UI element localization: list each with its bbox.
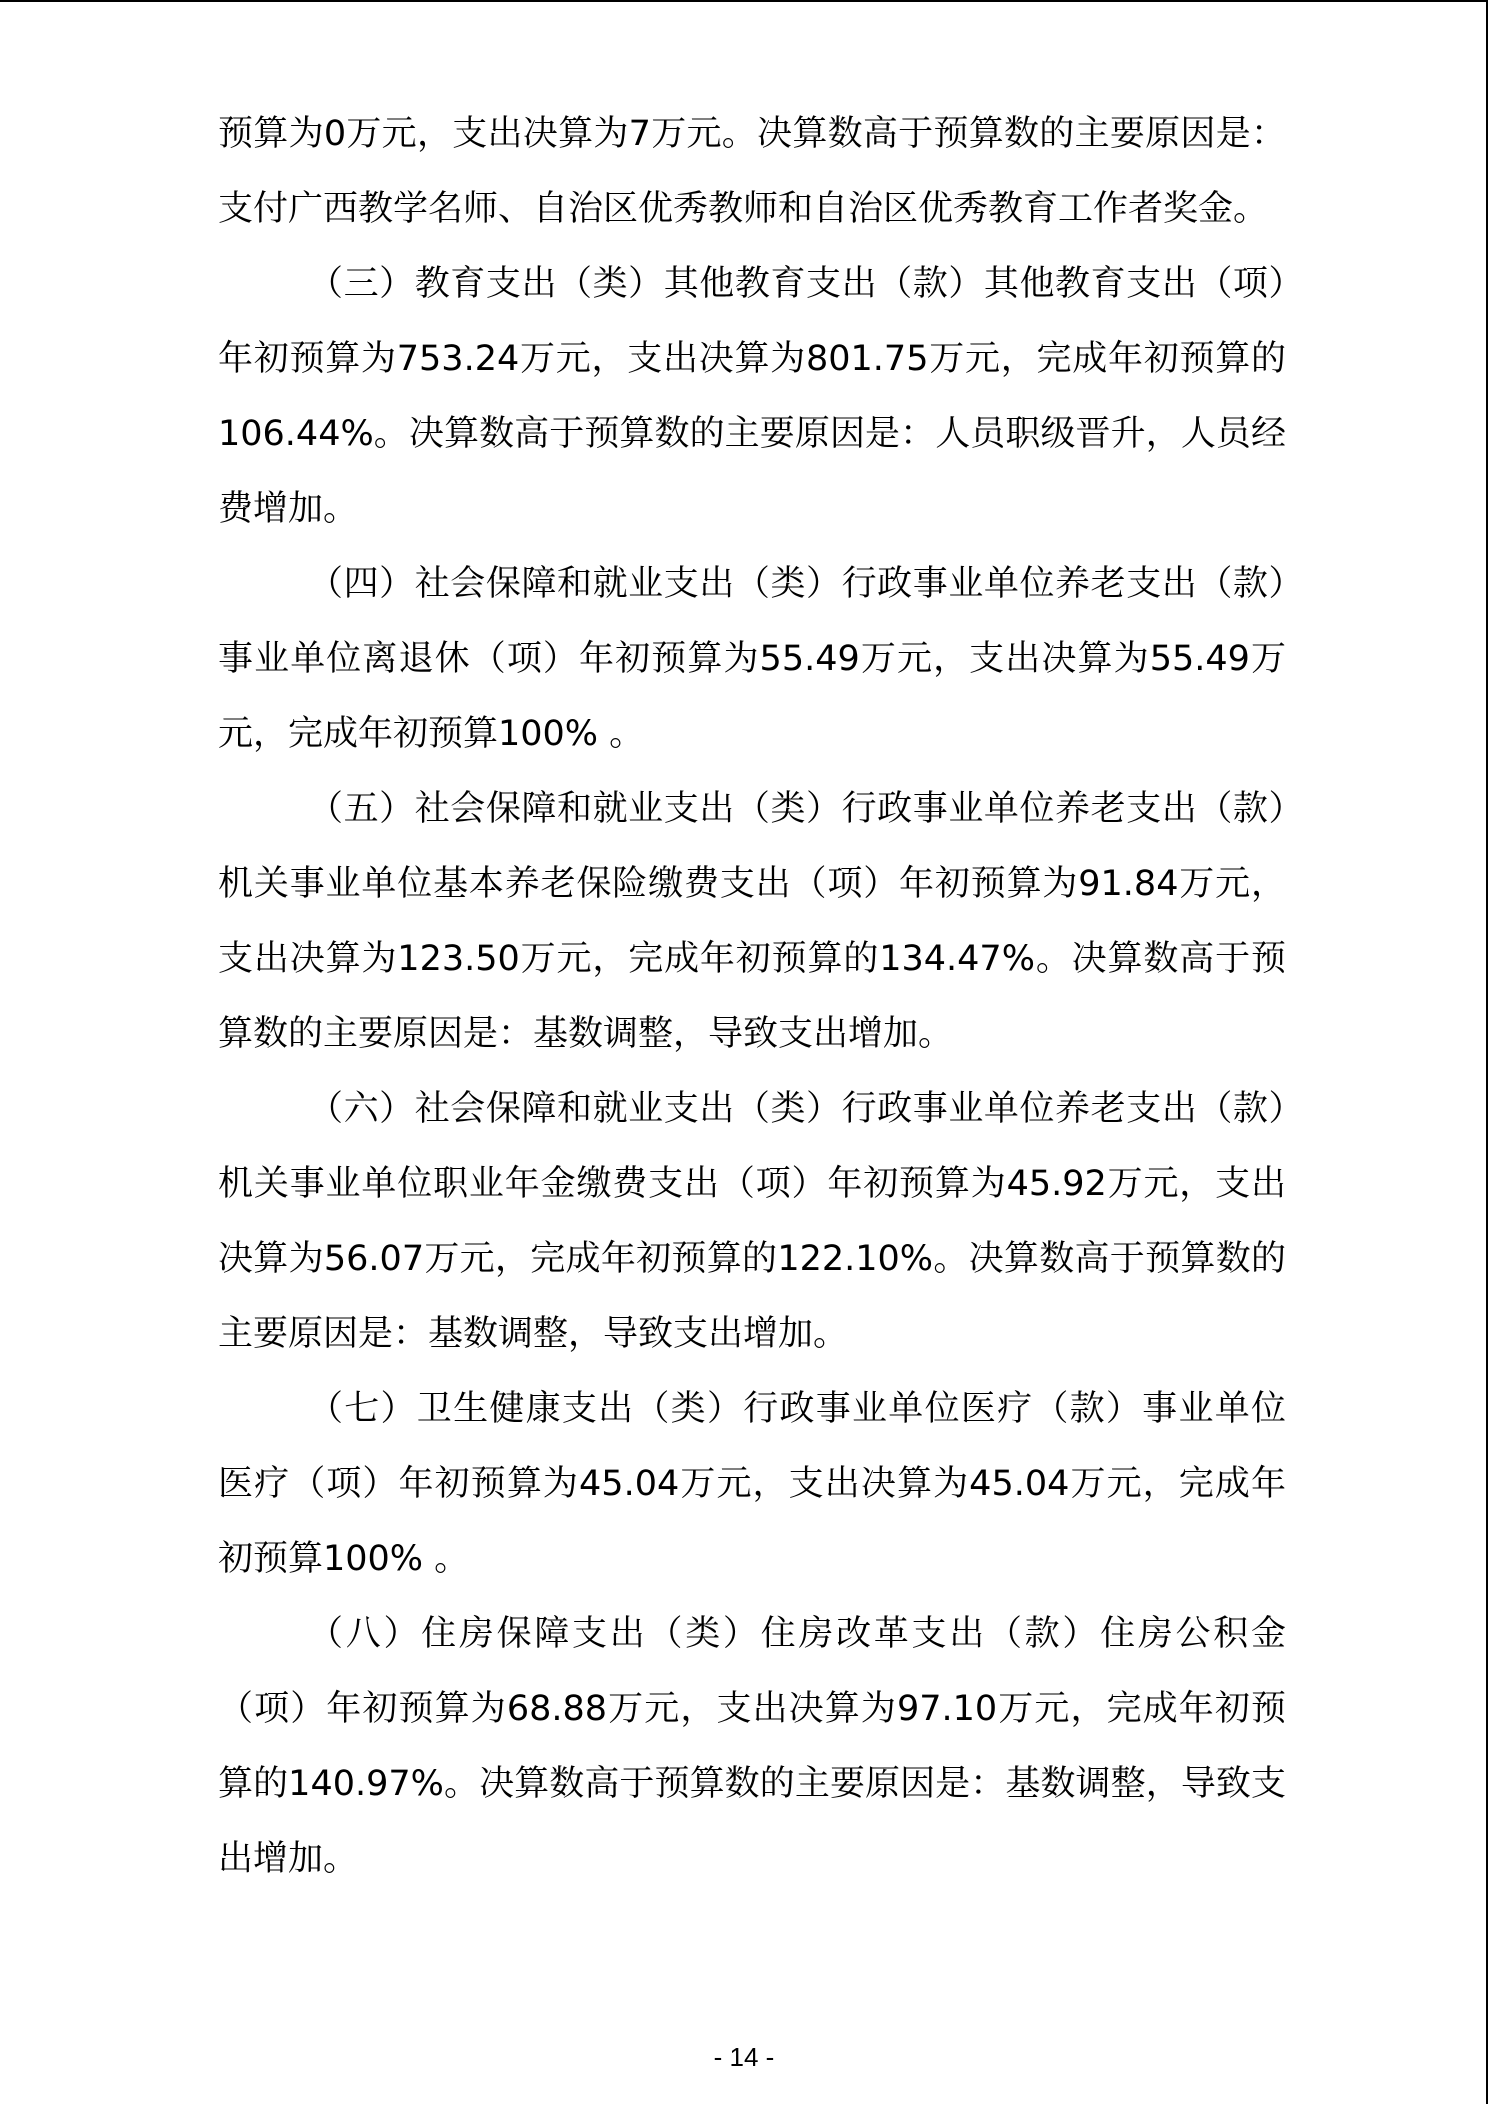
paragraph-continuation: 预算为0万元，支出决算为7万元。决算数高于预算数的主要原因是：支付广西教学名师、自治区优秀教师和自治区优秀教育工作者奖金。 [218,114,1286,229]
paragraph-section-8: （八）住房保障支出（类）住房改革支出（款）住房公积金（项）年初预算为68.88万元，支出决算为97.10万元，完成年初预算的140.97%。决算数高于预算数的主要原因是：基数调整，导致支出增加。 [218,1614,1286,1879]
paragraph-section-6: （六）社会保障和就业支出（类）行政事业单位养老支出（款）机关事业单位职业年金缴费支出（项）年初预算为45.92万元，支出决算为56.07万元，完成年初预算的122.10%。决算数高于预算数的主要原因是：基数调整，导致支出增加。 [218,1089,1286,1354]
paragraph-section-5: （五）社会保障和就业支出（类）行政事业单位养老支出（款）机关事业单位基本养老保险缴费支出（项）年初预算为91.84万元，支出决算为123.50万元，完成年初预算的134.47%。决算数高于预算数的主要原因是：基数调整，导致支出增加。 [218,789,1286,1054]
document-body [218,97,1286,1897]
paragraph-section-4: （四）社会保障和就业支出（类）行政事业单位养老支出（款）事业单位离退休（项）年初预算为55.49万元，支出决算为55.49万元，完成年初预算100% 。 [218,564,1286,754]
paragraph-section-3: （三）教育支出（类）其他教育支出（款）其他教育支出（项）年初预算为753.24万元，支出决算为801.75万元，完成年初预算的106.44%。决算数高于预算数的主要原因是：人员职级晋升，人员经费增加。 [218,264,1286,529]
page-number: - 14 - [713,2042,775,2072]
paragraph-section-7: （七）卫生健康支出（类）行政事业单位医疗（款）事业单位医疗（项）年初预算为45.04万元，支出决算为45.04万元，完成年初预算100% 。 [218,1389,1286,1579]
